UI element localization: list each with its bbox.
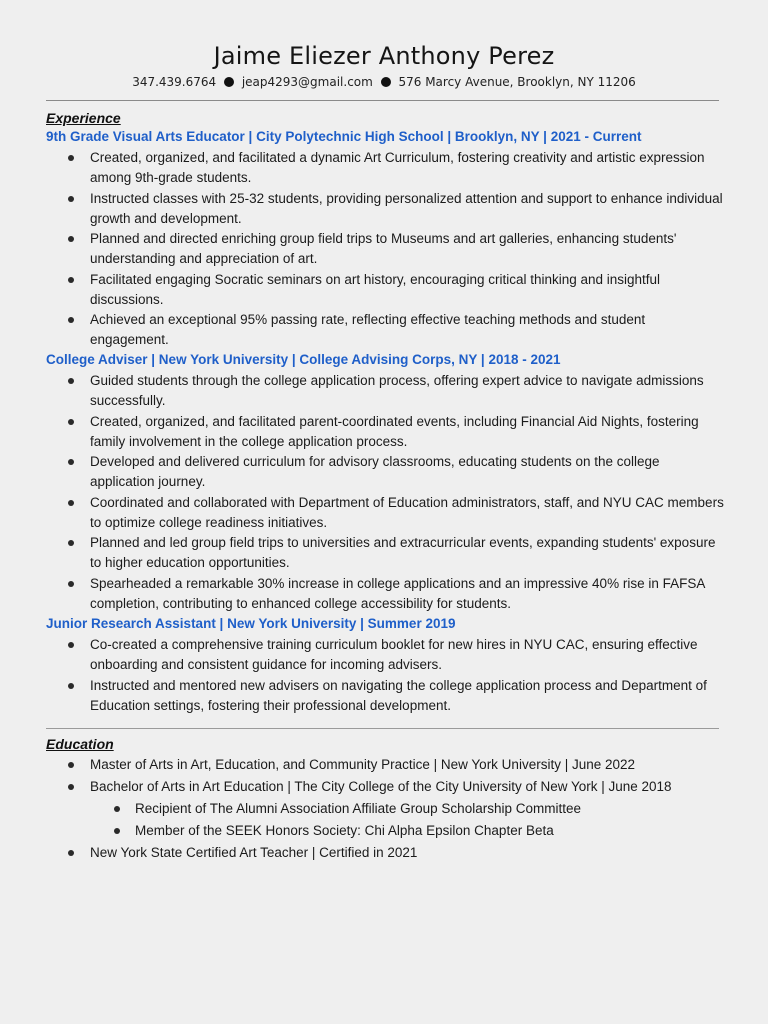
bullet-icon — [68, 459, 74, 465]
bullet-icon — [68, 277, 74, 283]
list-item — [0, 412, 768, 452]
job-title: Junior Research Assistant | New York University | Summer 2019 — [46, 616, 456, 631]
bullet-icon — [68, 850, 74, 856]
bullet-text: Co-created a comprehensive training curriculum booklet for new hires in NYU CAC, ensuring effective onboarding and consistent guidance for incoming advisers. — [90, 637, 698, 672]
bullet-icon — [68, 419, 74, 425]
bullet-text: Coordinated and collaborated with Department of Education administrators, staff, and NYU CAC members to optimize college readiness initiatives. — [90, 494, 724, 530]
list-item — [0, 676, 768, 716]
education-list — [0, 755, 768, 864]
list-item — [0, 148, 768, 188]
header-divider — [46, 100, 719, 101]
list-item — [0, 229, 768, 269]
bullet-icon — [68, 500, 74, 506]
candidate-name: Jaime Eliezer Anthony Perez — [213, 42, 555, 70]
bullet-text: Created, organized, and facilitated parent-coordinated events, including Financial Aid Nights, fostering family involvement in the college application process. — [90, 413, 699, 449]
list-item — [0, 310, 768, 350]
list-item — [0, 533, 768, 573]
phone: 347.439.6764 — [132, 75, 217, 89]
list-item — [0, 574, 768, 614]
job-title: College Adviser | New York University | College Advising Corps, NY | 2018 - 2021 — [46, 352, 561, 367]
bullet-icon — [114, 828, 120, 834]
bullet-text: Instructed and mentored new advisers on navigating the college application process and Department of Education settings, fostering their professional development. — [90, 677, 707, 713]
bullet-icon — [68, 784, 74, 790]
bullet-text: Developed and delivered curriculum for advisory classrooms, educating students on the college application journey. — [90, 454, 660, 489]
separator-dot-icon — [381, 77, 391, 87]
section-divider — [46, 728, 719, 729]
bullet-icon — [68, 581, 74, 587]
bullet-text: Created, organized, and facilitated a dynamic Art Curriculum, fostering creativity and artistic expression among 9th-grade students. — [90, 150, 705, 185]
education-honor: Member of the SEEK Honors Society: Chi Alpha Epsilon Chapter Beta — [135, 823, 554, 838]
address: 576 Marcy Avenue, Brooklyn, NY 11206 — [398, 75, 636, 89]
bullet-icon — [68, 155, 74, 161]
bullet-icon — [68, 196, 74, 202]
list-item — [0, 799, 768, 819]
list-item — [0, 270, 768, 310]
bullet-icon — [68, 762, 74, 768]
bullet-text: Instructed classes with 25-32 students, providing personalized attention and support to enhance individual growth and development. — [90, 190, 723, 226]
bullet-icon — [68, 317, 74, 323]
contact-line — [0, 75, 768, 89]
list-item — [0, 635, 768, 675]
list-item — [0, 843, 768, 863]
bullet-text: Planned and led group field trips to universities and extracurricular events, expanding students' exposure to higher education opportunities. — [90, 535, 716, 570]
education-degree: Bachelor of Arts in Art Education | The City College of the City University of New York | June 2018 — [90, 779, 672, 794]
bullet-icon — [68, 683, 74, 689]
list-item — [0, 493, 768, 533]
bullet-icon — [114, 806, 120, 812]
job-title: 9th Grade Visual Arts Educator | City Polytechnic High School | Brooklyn, NY | 2021 - Current — [46, 129, 642, 144]
bullet-text: Achieved an exceptional 95% passing rate, reflecting effective teaching methods and student engagement. — [90, 312, 646, 347]
list-item — [0, 189, 768, 229]
bullet-text: Guided students through the college application process, offering expert advice to navigate admissions successfully. — [90, 373, 704, 408]
education-heading: Education — [46, 736, 114, 752]
education-certification: New York State Certified Art Teacher | Certified in 2021 — [90, 845, 418, 860]
bullet-text: Planned and directed enriching group field trips to Museums and art galleries, enhancing students' understanding and appreciation of art. — [90, 231, 677, 266]
list-item — [0, 777, 768, 797]
bullet-icon — [68, 642, 74, 648]
education-honor: Recipient of The Alumni Association Affiliate Group Scholarship Committee — [135, 801, 581, 816]
bullet-icon — [68, 236, 74, 242]
job-bullets — [0, 148, 768, 351]
list-item — [0, 371, 768, 411]
bullet-icon — [68, 378, 74, 384]
list-item — [0, 755, 768, 775]
education-degree: Master of Arts in Art, Education, and Community Practice | New York University | June 2022 — [90, 757, 636, 772]
separator-dot-icon — [224, 77, 234, 87]
list-item — [0, 821, 768, 841]
bullet-icon — [68, 540, 74, 546]
job-bullets — [0, 371, 768, 614]
experience-heading: Experience — [46, 110, 121, 126]
bullet-text: Spearheaded a remarkable 30% increase in college applications and an impressive 40% rise in FAFSA completion, contributing to enhanced college accessibility for students. — [90, 575, 705, 611]
job-bullets — [0, 635, 768, 716]
email: jeap4293@gmail.com — [241, 75, 373, 89]
bullet-text: Facilitated engaging Socratic seminars on art history, encouraging critical thinking and insightful discussions. — [90, 271, 661, 307]
list-item — [0, 452, 768, 492]
